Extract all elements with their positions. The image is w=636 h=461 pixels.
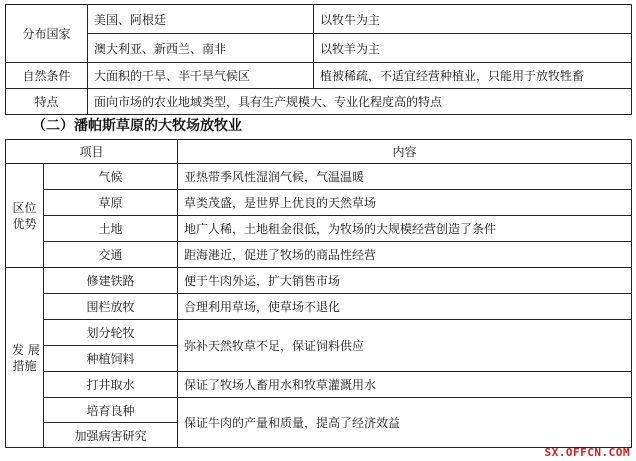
item-cell: 种植饲料 xyxy=(44,346,178,372)
natural-label: 自然条件 xyxy=(6,63,88,89)
table-row xyxy=(6,320,632,346)
table-row xyxy=(6,34,632,63)
content-cell: 保证了牧场人畜用水和牧草灌溉用水 xyxy=(178,372,632,398)
item-cell: 草原 xyxy=(44,190,178,216)
content-cell: 草类茂盛，是世界上优良的天然草场 xyxy=(178,190,632,216)
section-heading: （二）潘帕斯草原的大牧场放牧业 xyxy=(32,118,242,134)
item-cell: 土地 xyxy=(44,216,178,242)
table-row xyxy=(6,164,632,190)
countries-cell: 美国、阿根廷 xyxy=(88,5,314,34)
table-row xyxy=(6,89,632,115)
item-cell: 划分轮牧 xyxy=(44,320,178,346)
site-watermark: SX.OFFCN.COM xyxy=(544,446,630,459)
countries-cell: 澳大利亚、新西兰、南非 xyxy=(88,34,314,63)
content-cell: 亚热带季风性湿润气候，气温温暖 xyxy=(178,164,632,190)
table-row xyxy=(6,398,632,423)
item-cell: 培育良种 xyxy=(44,398,178,423)
pampas-ranching-table xyxy=(5,139,632,448)
header-content: 内容 xyxy=(178,140,632,164)
development-measures-label: 发 展 措施 xyxy=(6,268,44,448)
table-row xyxy=(6,190,632,216)
content-cell: 弥补天然牧草不足，保证饲料供应 xyxy=(178,320,632,372)
location-advantage-label: 区位 优势 xyxy=(6,164,44,268)
table-row xyxy=(6,5,632,34)
table-row xyxy=(6,63,632,89)
item-cell: 交通 xyxy=(44,242,178,268)
item-cell: 气候 xyxy=(44,164,178,190)
header-item: 项目 xyxy=(6,140,178,164)
table-row xyxy=(6,216,632,242)
item-cell: 围栏放牧 xyxy=(44,294,178,320)
item-cell: 加强病害研究 xyxy=(44,423,178,448)
table-header-row xyxy=(6,140,632,164)
content-cell: 距海港近，促进了牧场的商品性经营 xyxy=(178,242,632,268)
content-cell: 合理利用草场，使草场不退化 xyxy=(178,294,632,320)
region-label: 分布国家 xyxy=(6,5,88,63)
item-cell: 修建铁路 xyxy=(44,268,178,294)
content-cell: 便于牛肉外运，扩大销售市场 xyxy=(178,268,632,294)
feature-label: 特点 xyxy=(6,89,88,115)
feature-value: 面向市场的农业地域类型，具有生产规模大、专业化程度高的特点 xyxy=(88,89,632,115)
table-row xyxy=(6,294,632,320)
item-cell: 打井取水 xyxy=(44,372,178,398)
natural-value: 大面积的干旱、半干旱气候区 xyxy=(88,63,314,89)
type-cell: 以牧牛为主 xyxy=(314,5,632,34)
content-cell: 地广人稀，土地租金很低，为牧场的大规模经营创造了条件 xyxy=(178,216,632,242)
natural-desc: 植被稀疏，不适宜经营种植业，只能用于放牧牲畜 xyxy=(314,63,632,89)
type-cell: 以牧羊为主 xyxy=(314,34,632,63)
table-row xyxy=(6,372,632,398)
livestock-summary-table xyxy=(5,4,632,115)
table-row xyxy=(6,242,632,268)
content-cell: 保证牛肉的产量和质量，提高了经济效益 xyxy=(178,398,632,448)
table-row xyxy=(6,268,632,294)
